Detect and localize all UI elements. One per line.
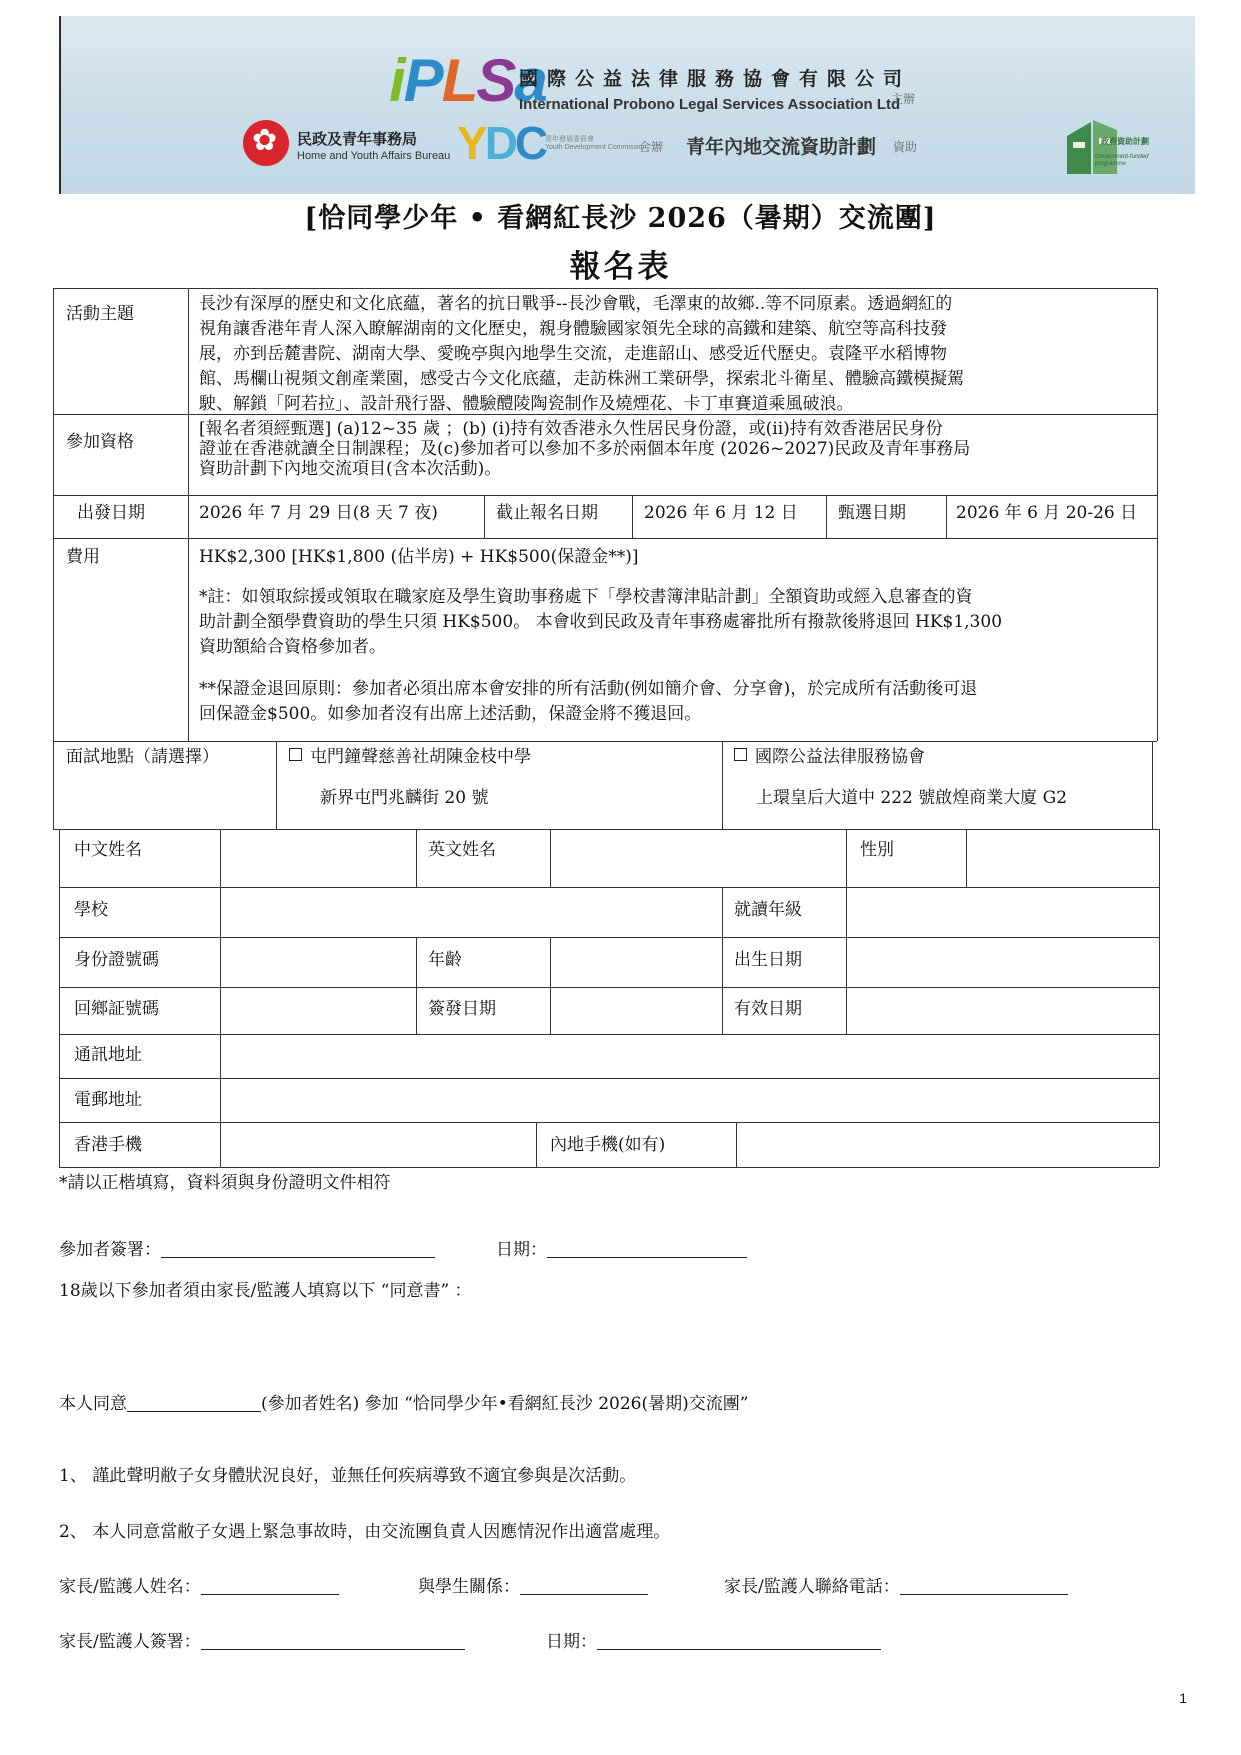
consent-prefix: 本人同意: [59, 1394, 127, 1414]
venue-option-address: 上環皇后大道中 222 號啟煌商業大廈 G2: [756, 788, 1068, 808]
fee-label: 費用: [66, 547, 100, 567]
theme-label: 活動主題: [66, 304, 134, 324]
header-banner: [59, 16, 1195, 194]
guardian-signature-line: [59, 1629, 465, 1654]
guardian-name-line: [59, 1574, 339, 1599]
sponsor-tag: 資助: [893, 140, 918, 154]
co-organizer-tag: 合辦: [639, 140, 664, 154]
scheme-name: 青年內地交流資助計劃: [686, 136, 877, 158]
venue-option-address: 新界屯門兆麟街 20 號: [320, 788, 489, 808]
return-permit-label: 回鄉証號碼: [74, 999, 159, 1019]
email-label: 電郵地址: [74, 1090, 142, 1110]
guardian-signature-field[interactable]: [201, 1629, 465, 1650]
consent-participant-name-field[interactable]: [127, 1391, 261, 1412]
guardian-date-label: 日期：: [546, 1632, 597, 1652]
theme-line: 駛、解鎖「阿若拉」、設計飛行器、體驗醴陵陶瓷制作及燒煙花、卡丁車賽道乘風破浪。: [199, 394, 854, 414]
consent-item-2: 2、 本人同意當敝子女遇上緊急事故時，由交流團負責人因應情況作出適當處理。: [59, 1522, 671, 1542]
age-label: 年齡: [428, 950, 462, 970]
participant-signature-label: 參加者簽署：: [59, 1240, 161, 1260]
issue-date-field[interactable]: [552, 989, 720, 1032]
org-name-en: International Probono Legal Services Association Ltd: [519, 96, 901, 113]
participant-date-label: 日期：: [496, 1240, 547, 1260]
cn-name-field[interactable]: [222, 831, 414, 885]
dob-field[interactable]: [848, 939, 1157, 985]
participant-date-line: [496, 1237, 747, 1262]
mainland-mobile-label: 內地手機(如有): [550, 1135, 666, 1155]
fee-note-line: *註：如領取綜援或領取在職家庭及學生資助事務處下「學校書簿津貼計劃」全額資助或經入息審查的資: [199, 587, 973, 607]
id-no-label: 身份證號碼: [74, 950, 159, 970]
school-label: 學校: [74, 900, 108, 920]
checkbox-icon[interactable]: [734, 748, 747, 761]
event-title: [恰同學少年 • 看網紅長沙 2026（暑期）交流團]: [304, 203, 937, 234]
guardian-phone-line: [724, 1574, 1068, 1599]
school-field[interactable]: [222, 889, 720, 935]
theme-line: 展，亦到岳麓書院、湖南大學、愛晚亭與內地學生交流，走進韶山、感受近代歷史。袁隆平水稻博物: [199, 344, 947, 364]
ipls-logo: iPLSa: [389, 47, 546, 114]
participant-signature-line: [59, 1237, 435, 1262]
bureau-name-zh: 民政及青年事務局: [297, 130, 418, 148]
guardian-phone-label: 家長/監護人聯絡電話：: [724, 1577, 900, 1597]
ydc-logo: YDC: [457, 117, 546, 169]
ydc-name-en: Youth Development Commission: [545, 144, 647, 151]
expiry-date-label: 有效日期: [734, 999, 802, 1019]
address-field[interactable]: [222, 1036, 1157, 1076]
fee-note-line: 資助額給合資格參加者。: [199, 637, 386, 657]
email-field[interactable]: [222, 1080, 1157, 1120]
relation-field[interactable]: [520, 1574, 648, 1595]
expiry-date-field[interactable]: [848, 989, 1157, 1032]
participant-date-field[interactable]: [547, 1237, 747, 1258]
selection-value: 2026 年 6 月 20-26 日: [956, 503, 1138, 523]
en-name-field[interactable]: [552, 831, 844, 885]
consent-statement: [59, 1391, 748, 1416]
departure-value: 2026 年 7 月 29 日(8 天 7 夜): [199, 503, 438, 523]
grade-label: 就讀年級: [734, 900, 802, 920]
venue-option-sheung-wan[interactable]: [734, 745, 925, 769]
cn-name-label: 中文姓名: [74, 840, 142, 860]
venue-option-name: 屯門鐘聲慈善社胡陳金枝中學: [310, 747, 531, 767]
venue-label: 面試地點（請選擇）: [66, 747, 219, 767]
eligibility-line: 資助計劃下內地交流項目(含本次活動)。: [199, 459, 502, 479]
participant-signature-field[interactable]: [161, 1237, 435, 1258]
en-name-label: 英文姓名: [428, 840, 496, 860]
gov-logo-zh: 政府資助計劃: [1101, 137, 1149, 146]
departure-label: 出發日期: [77, 503, 145, 523]
org-name-zh: 國際公益法律服務協會有限公司: [519, 68, 912, 90]
eligibility-line: 證並在香港就讀全日制課程；及(c)參加者可以參加不多於兩個本年度 (2026~2027)民政及青年事務局: [199, 439, 971, 459]
gov-logo-en: Government-funded programme: [1095, 154, 1149, 167]
consent-item-1: 1、 謹此聲明敝子女身體狀況良好，並無任何疾病導致不適宜參與是次活動。: [59, 1466, 637, 1486]
return-permit-field[interactable]: [222, 989, 414, 1032]
ydc-name-zh: 青年發展委員會: [545, 135, 594, 143]
deposit-note-line: 回保證金$500。如參加者沒有出席上述活動，保證金將不獲退回。: [199, 704, 702, 724]
hk-mobile-label: 香港手機: [74, 1135, 142, 1155]
issue-date-label: 簽發日期: [428, 999, 496, 1019]
eligibility-line: [報名者須經甄選] (a)12~35 歲 ；(b) (i)持有效香港永久性居民身份證，或(ii)持有效香港居民身份: [199, 419, 943, 439]
age-field[interactable]: [552, 939, 720, 985]
mainland-mobile-field[interactable]: [738, 1124, 1157, 1165]
deadline-label: 截止報名日期: [496, 503, 598, 523]
gender-label: 性別: [860, 840, 894, 860]
dob-label: 出生日期: [734, 950, 802, 970]
guardian-date-field[interactable]: [597, 1629, 881, 1650]
guardian-phone-field[interactable]: [900, 1574, 1068, 1595]
guardian-signature-label: 家長/監護人簽署：: [59, 1632, 201, 1652]
fill-note: *請以正楷填寫，資料須與身份證明文件相符: [59, 1173, 391, 1193]
address-label: 通訊地址: [74, 1045, 142, 1065]
form-title: 報名表: [569, 249, 672, 285]
guardian-date-line: [546, 1629, 881, 1654]
page-number: 1: [1179, 1690, 1187, 1706]
consent-suffix: (參加者姓名) 參加 “恰同學少年•看網紅長沙 2026(暑期)交流團”: [261, 1394, 749, 1414]
hk-mobile-field[interactable]: [222, 1124, 534, 1165]
gov-funded-logo-icon: [1061, 116, 1127, 178]
guardian-name-field[interactable]: [201, 1574, 339, 1595]
checkbox-icon[interactable]: [289, 748, 302, 761]
fee-value: HK$2,300 [HK$1,800 (佔半房) + HK$500(保證金**)]: [199, 547, 639, 567]
theme-line: 長沙有深厚的歷史和文化底蘊，著名的抗日戰爭--長沙會戰，毛澤東的故鄉..等不同原素。透過網紅的: [199, 294, 953, 314]
eligibility-label: 參加資格: [66, 432, 134, 452]
deposit-note-line: **保證金退回原則：參加者必須出席本會安排的所有活動(例如簡介會、分享會)，於完成所有活動後可退: [199, 679, 978, 699]
theme-line: 視角讓香港年青人深入瞭解湖南的文化歷史，親身體驗國家領先全球的高鐵和建築、航空等高科技發: [199, 319, 947, 339]
venue-option-tuen-mun[interactable]: [289, 745, 531, 769]
relation-line: [418, 1574, 648, 1599]
bureau-name-en: Home and Youth Affairs Bureau: [297, 150, 451, 162]
relation-label: 與學生關係：: [418, 1577, 520, 1597]
deadline-value: 2026 年 6 月 12 日: [644, 503, 798, 523]
gender-field[interactable]: [968, 831, 1157, 885]
minor-consent-note: 18歲以下參加者須由家長/監護人填寫以下 “同意書” ：: [59, 1281, 472, 1301]
grade-field[interactable]: [848, 889, 1157, 935]
guardian-name-label: 家長/監護人姓名：: [59, 1577, 201, 1597]
id-no-field[interactable]: [222, 939, 414, 985]
selection-label: 甄選日期: [838, 503, 906, 523]
venue-option-name: 國際公益法律服務協會: [755, 747, 925, 767]
fee-note-line: 助計劃全額學費資助的學生只須 HK$500。 本會收到民政及青年事務處審批所有撥款後將退回 HK$1,300: [199, 612, 1003, 632]
organizer-tag: 主辦: [891, 92, 916, 106]
hk-emblem-icon: [243, 120, 289, 166]
theme-line: 館、馬欄山視頻文創產業園，感受古今文化底蘊，走訪株洲工業研學，探索北斗衛星、體驗高鐵模擬駕: [199, 369, 964, 389]
